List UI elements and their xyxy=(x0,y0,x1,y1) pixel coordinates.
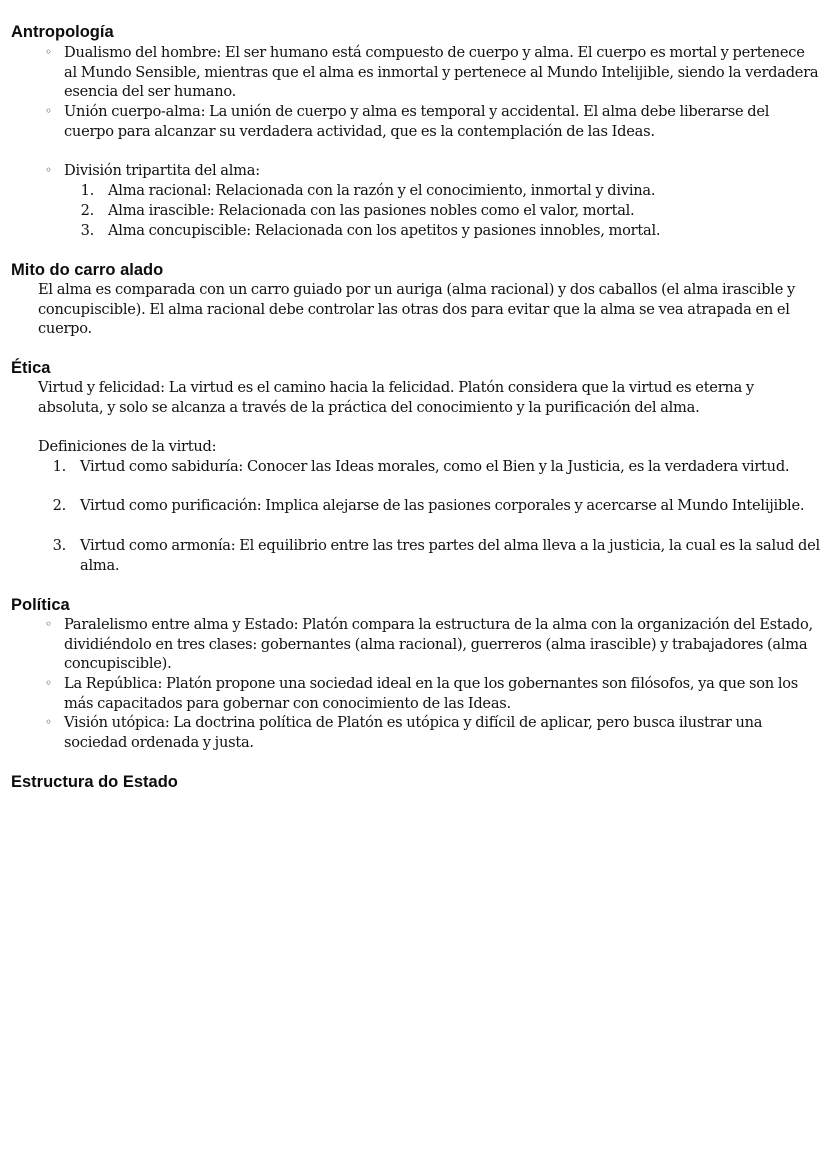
numbered-item-text: Virtud como sabiduría: Conocer las Ideas morales, como el Bien y la Justicia, es la verdadera virtud. xyxy=(80,458,790,475)
heading-politica: Política xyxy=(11,596,70,614)
list-item xyxy=(45,674,820,713)
paragraph: El alma es comparada con un carro guiado por un auriga (alma racional) y dos caballos (el alma irascible y concupiscible). El alma racional debe controlar las otras dos para evitar que la alma se vea atrapada en el cuerpo. xyxy=(38,281,795,338)
item-number: 1. xyxy=(52,458,66,475)
heading-antropologia: Antropología xyxy=(11,23,114,41)
heading-estructura: Estructura do Estado xyxy=(11,773,178,791)
item-number: 3. xyxy=(52,537,66,554)
numbered-item xyxy=(50,496,820,516)
heading-mito: Mito do carro alado xyxy=(11,261,164,279)
item-number: 2. xyxy=(80,202,94,219)
list-item xyxy=(45,43,820,102)
numbered-item-text: Alma concupiscible: Relacionada con los apetitos y pasiones innobles, mortal. xyxy=(108,222,661,239)
numbered-item xyxy=(78,221,820,241)
numbered-item xyxy=(50,536,820,575)
list-item-text: Unión cuerpo-alma: La unión de cuerpo y alma es temporal y accidental. El alma debe liberarse del cuerpo para alcanzar su verdadera actividad, que es la contemplación de las Ideas. xyxy=(64,103,770,140)
item-number: 2. xyxy=(52,497,66,514)
bullet-icon: ◦ xyxy=(45,676,52,690)
bullet-icon: ◦ xyxy=(45,715,52,729)
heading-etica: Ética xyxy=(11,359,51,377)
item-number: 1. xyxy=(80,182,94,199)
paragraph: Definiciones de la virtud: xyxy=(38,438,217,455)
list-item-text: Dualismo del hombre: El ser humano está compuesto de cuerpo y alma. El cuerpo es mortal y pertenece al Mundo Sensible, mientras que el alma es inmortal y pertenece al Mundo Intelijible, siendo la verdadera esencia del ser humano. xyxy=(64,44,819,101)
list-item-text: Visión utópica: La doctrina política de Platón es utópica y difícil de aplicar, pero busca ilustrar una sociedad ordenada y justa. xyxy=(64,714,763,751)
numbered-item xyxy=(78,201,820,221)
list-item-text: División tripartita del alma: xyxy=(64,162,260,179)
bullet-icon: ◦ xyxy=(45,45,52,59)
bullet-icon: ◦ xyxy=(45,163,52,177)
paragraph: Virtud y felicidad: La virtud es el camino hacia la felicidad. Platón considera que la virtud es eterna y absoluta, y solo se alcanza a través de la práctica del conocimiento y la purificación del alma. xyxy=(38,379,754,416)
numbered-item xyxy=(50,457,820,477)
list-item xyxy=(45,102,820,141)
list-item xyxy=(45,161,820,181)
numbered-item-text: Alma racional: Relacionada con la razón y el conocimiento, inmortal y divina. xyxy=(108,182,656,199)
bullet-icon: ◦ xyxy=(45,617,52,631)
item-number: 3. xyxy=(80,222,94,239)
bullet-icon: ◦ xyxy=(45,104,52,118)
list-item-text: La República: Platón propone una sociedad ideal en la que los gobernantes son filósofos, ya que son los más capacitados para gobernar con conocimiento de las Ideas. xyxy=(64,675,799,712)
numbered-item xyxy=(78,181,820,201)
numbered-item-text: Virtud como purificación: Implica alejarse de las pasiones corporales y acercarse al Mundo Intelijible. xyxy=(80,497,805,514)
list-item xyxy=(45,615,820,674)
numbered-item-text: Virtud como armonía: El equilibrio entre las tres partes del alma lleva a la justicia, la cual es la salud del alma. xyxy=(80,537,820,574)
list-item xyxy=(45,713,820,752)
list-item-text: Paralelismo entre alma y Estado: Platón compara la estructura de la alma con la organización del Estado, dividiéndolo en tres clases: gobernantes (alma racional), guerreros (alma irascible) y trabajadores (alma concupiscible). xyxy=(64,616,813,673)
numbered-item-text: Alma irascible: Relacionada con las pasiones nobles como el valor, mortal. xyxy=(108,202,635,219)
